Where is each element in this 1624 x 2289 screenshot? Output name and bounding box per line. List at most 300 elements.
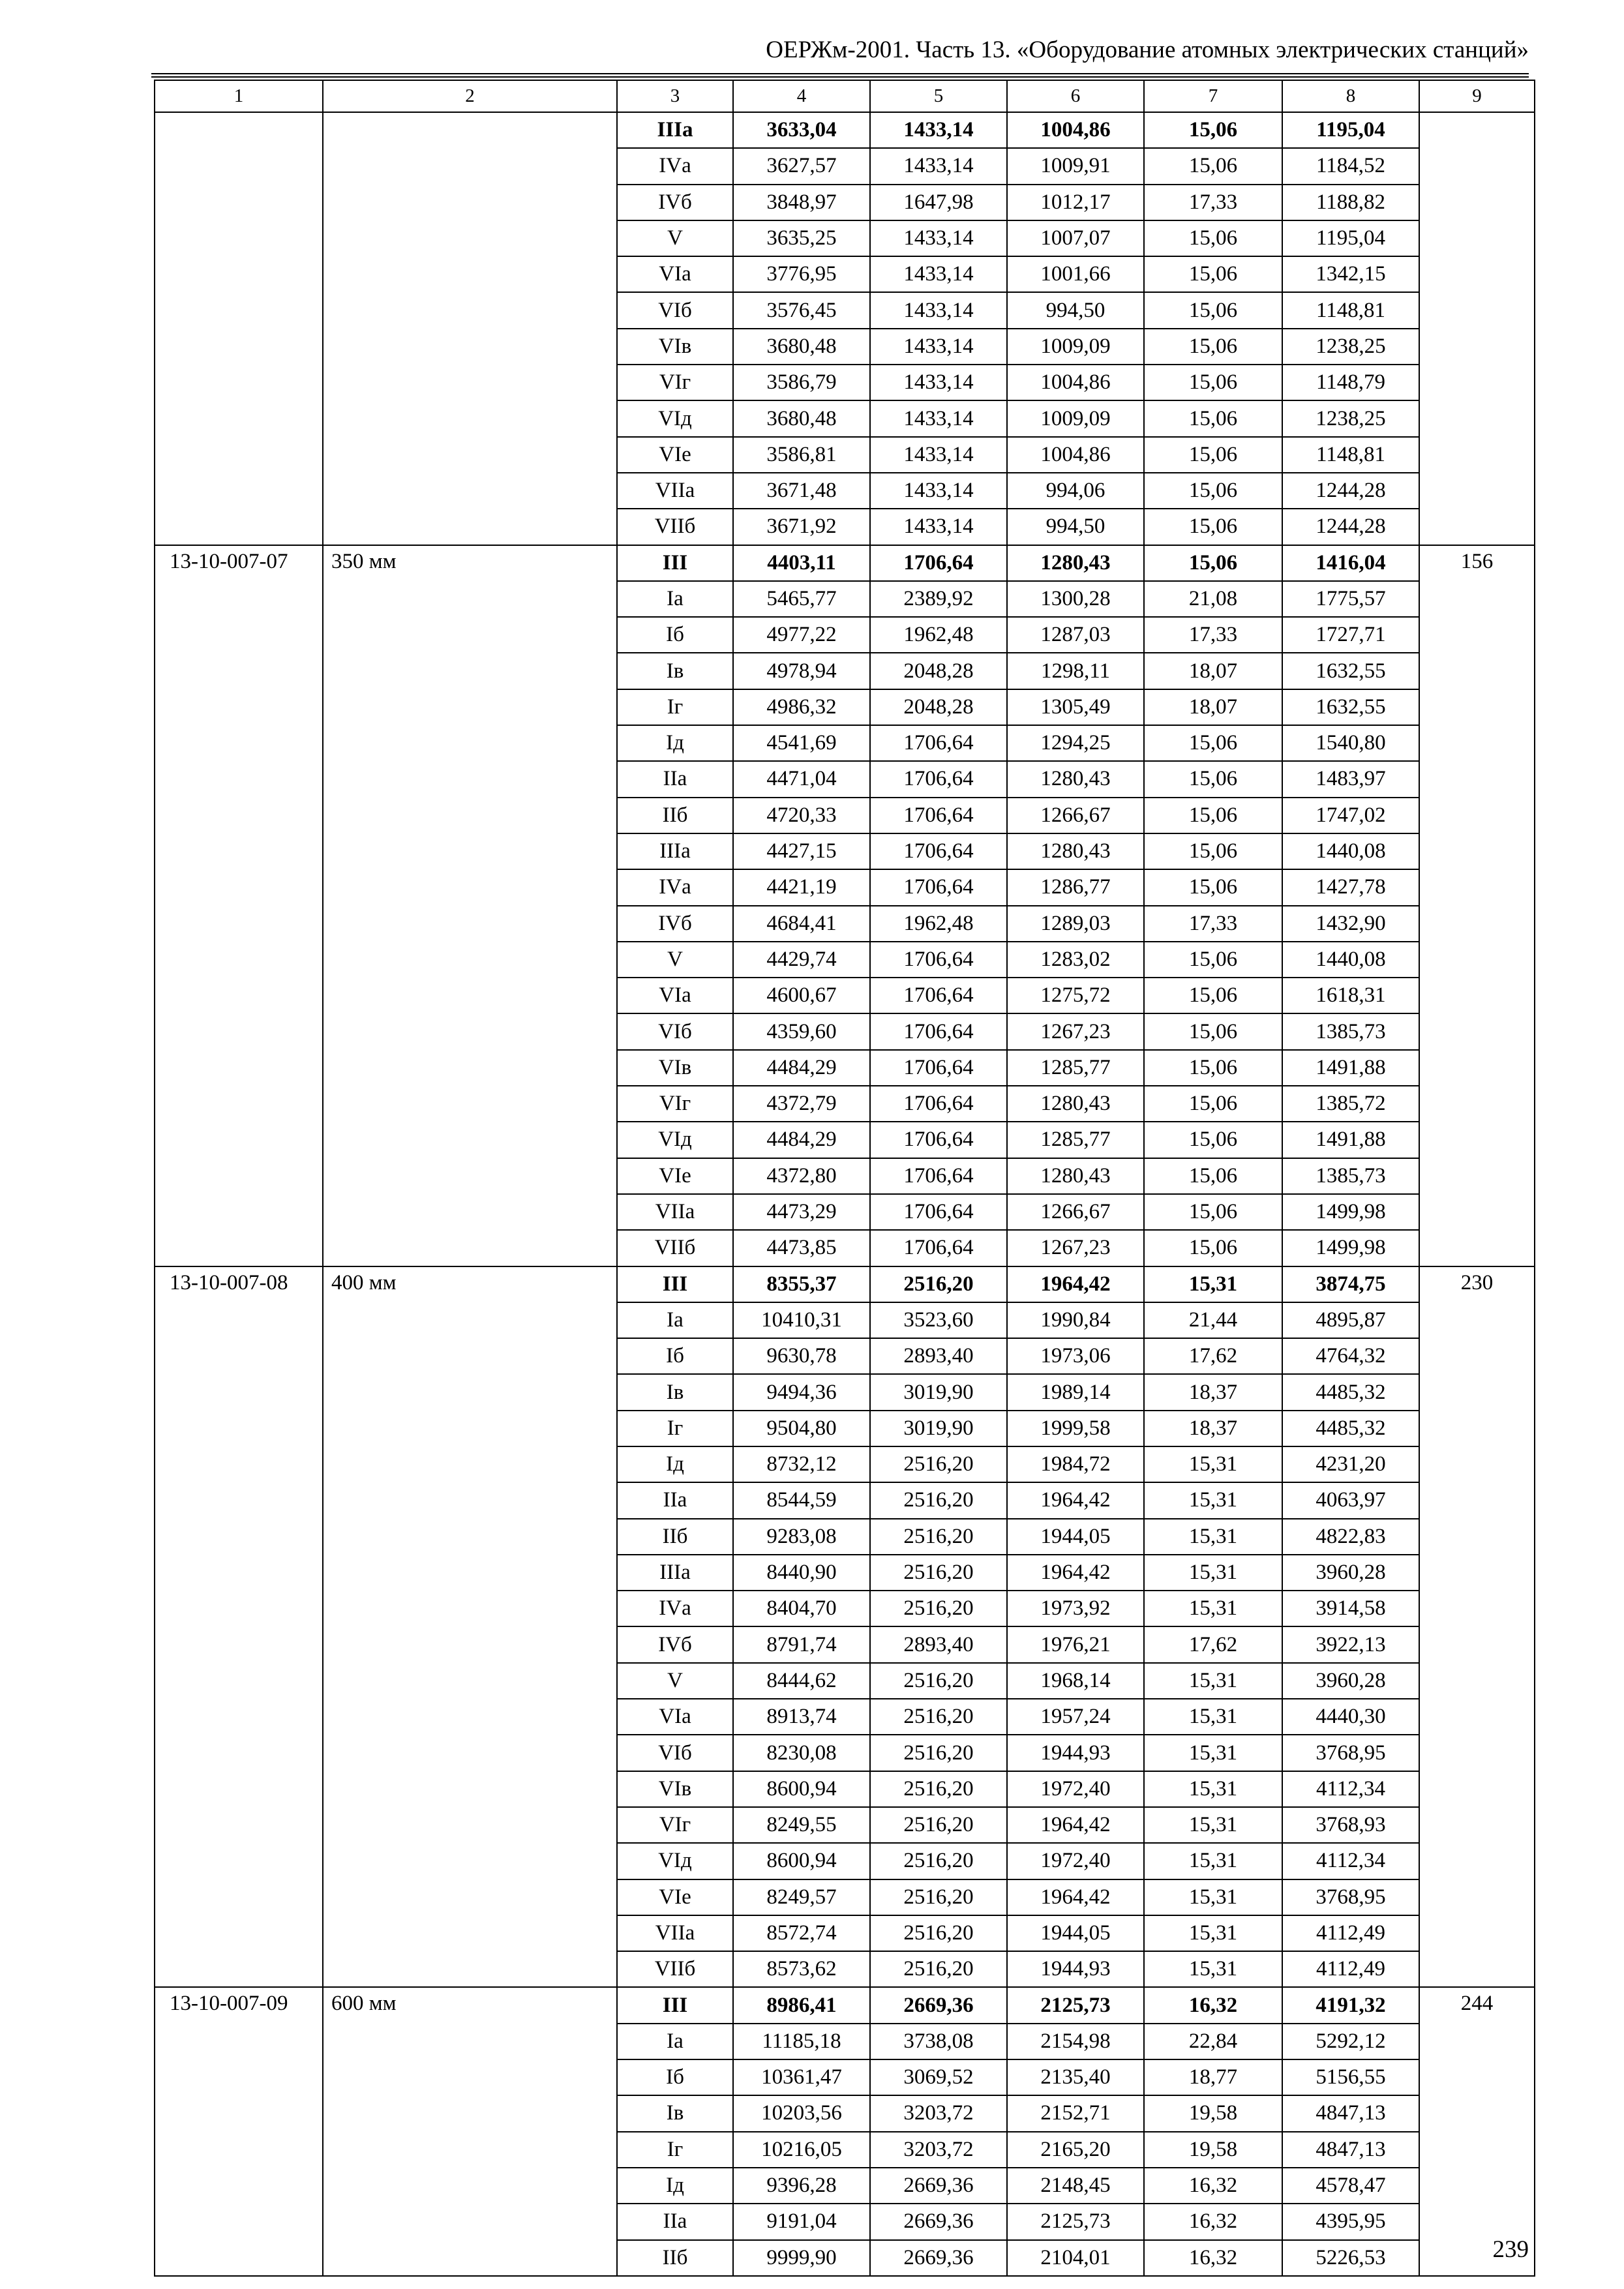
- value-cell: 1433,14: [870, 473, 1007, 509]
- region-code-cell: IIа: [617, 761, 733, 797]
- table-row: [155, 1987, 1535, 2023]
- value-cell: 1957,24: [1007, 1699, 1144, 1735]
- region-code-cell: VIб: [617, 1735, 733, 1771]
- value-cell: 1266,67: [1007, 1194, 1144, 1230]
- value-cell: 9999,90: [733, 2240, 870, 2276]
- value-cell: 3671,48: [733, 473, 870, 509]
- value-cell: 3633,04: [733, 112, 870, 148]
- region-code-cell: Iд: [617, 725, 733, 761]
- value-cell: 8440,90: [733, 1555, 870, 1591]
- value-cell: 4847,13: [1282, 2132, 1419, 2168]
- column-number: 6: [1007, 80, 1144, 112]
- value-cell: 1433,14: [870, 112, 1007, 148]
- value-cell: 2148,45: [1007, 2168, 1144, 2204]
- value-cell: 4978,94: [733, 653, 870, 689]
- value-cell: 15,06: [1144, 292, 1282, 328]
- region-code-cell: IIа: [617, 2204, 733, 2239]
- value-cell: 1747,02: [1282, 798, 1419, 833]
- value-cell: 3874,75: [1282, 1266, 1419, 1302]
- value-cell: 3019,90: [870, 1411, 1007, 1446]
- value-cell: 21,44: [1144, 1302, 1282, 1338]
- region-code-cell: Iг: [617, 2132, 733, 2168]
- item-name: [323, 112, 617, 545]
- value-cell: 15,31: [1144, 1807, 1282, 1843]
- value-cell: 9494,36: [733, 1374, 870, 1410]
- value-cell: 2104,01: [1007, 2240, 1144, 2276]
- region-code-cell: IVб: [617, 906, 733, 942]
- value-cell: 4986,32: [733, 689, 870, 725]
- value-cell: 18,37: [1144, 1374, 1282, 1410]
- region-code-cell: VIIа: [617, 1915, 733, 1951]
- value-cell: 3738,08: [870, 2024, 1007, 2059]
- value-cell: 15,06: [1144, 1013, 1282, 1049]
- value-cell: 1973,06: [1007, 1338, 1144, 1374]
- value-cell: 10203,56: [733, 2095, 870, 2131]
- value-cell: 1385,73: [1282, 1158, 1419, 1194]
- value-cell: 15,31: [1144, 1519, 1282, 1555]
- value-cell: 16,32: [1144, 2204, 1282, 2239]
- value-cell: 8573,62: [733, 1951, 870, 1987]
- value-cell: 2516,20: [870, 1807, 1007, 1843]
- value-cell: 22,84: [1144, 2024, 1282, 2059]
- value-cell: 15,06: [1144, 112, 1282, 148]
- value-cell: 2516,20: [870, 1519, 1007, 1555]
- value-cell: 4895,87: [1282, 1302, 1419, 1338]
- value-cell: 1706,64: [870, 869, 1007, 905]
- value-cell: 2125,73: [1007, 1987, 1144, 2023]
- value-cell: 1294,25: [1007, 725, 1144, 761]
- value-cell: 15,06: [1144, 329, 1282, 365]
- value-cell: 5226,53: [1282, 2240, 1419, 2276]
- region-code-cell: VIб: [617, 1013, 733, 1049]
- value-cell: 5292,12: [1282, 2024, 1419, 2059]
- value-cell: 15,06: [1144, 761, 1282, 797]
- value-cell: 18,37: [1144, 1411, 1282, 1446]
- value-cell: 8732,12: [733, 1446, 870, 1482]
- value-cell: 4112,49: [1282, 1915, 1419, 1951]
- region-code-cell: VIб: [617, 292, 733, 328]
- value-cell: 3768,95: [1282, 1735, 1419, 1771]
- value-cell: 15,06: [1144, 978, 1282, 1013]
- region-code-cell: Iб: [617, 2059, 733, 2095]
- region-code-cell: VIа: [617, 1699, 733, 1735]
- value-cell: 15,06: [1144, 545, 1282, 581]
- value-cell: 18,07: [1144, 689, 1282, 725]
- value-cell: 2516,20: [870, 1663, 1007, 1699]
- value-cell: 16,32: [1144, 2168, 1282, 2204]
- region-code-cell: IIб: [617, 798, 733, 833]
- region-code-cell: V: [617, 220, 733, 256]
- value-cell: 1289,03: [1007, 906, 1144, 942]
- value-cell: 15,06: [1144, 365, 1282, 400]
- value-cell: 2516,20: [870, 1951, 1007, 1987]
- value-cell: 1706,64: [870, 978, 1007, 1013]
- value-cell: 15,31: [1144, 1555, 1282, 1591]
- value-cell: 2154,98: [1007, 2024, 1144, 2059]
- value-cell: 1267,23: [1007, 1013, 1144, 1049]
- value-cell: 5465,77: [733, 581, 870, 617]
- value-cell: 1427,78: [1282, 869, 1419, 905]
- region-code-cell: IIб: [617, 1519, 733, 1555]
- value-cell: 8600,94: [733, 1843, 870, 1879]
- value-cell: 1148,81: [1282, 292, 1419, 328]
- value-cell: 1944,05: [1007, 1915, 1144, 1951]
- value-cell: 17,62: [1144, 1338, 1282, 1374]
- value-cell: 15,06: [1144, 437, 1282, 473]
- value-cell: 15,31: [1144, 1663, 1282, 1699]
- value-cell: 2389,92: [870, 581, 1007, 617]
- value-cell: 1195,04: [1282, 112, 1419, 148]
- value-cell: 3768,93: [1282, 1807, 1419, 1843]
- region-code-cell: VIа: [617, 256, 733, 292]
- region-code-cell: IIIа: [617, 833, 733, 869]
- value-cell: 1491,88: [1282, 1050, 1419, 1086]
- table-row: [155, 545, 1535, 581]
- value-cell: 1964,42: [1007, 1555, 1144, 1591]
- value-cell: 21,08: [1144, 581, 1282, 617]
- value-cell: 15,31: [1144, 1735, 1282, 1771]
- table-row: [155, 112, 1535, 148]
- value-cell: 1962,48: [870, 617, 1007, 653]
- value-cell: 1148,81: [1282, 437, 1419, 473]
- value-cell: 1440,08: [1282, 942, 1419, 978]
- document-header: ОЕРЖм-2001. Часть 13. «Оборудование атомных электрических станций»: [766, 37, 1529, 63]
- value-cell: 3523,60: [870, 1302, 1007, 1338]
- value-cell: 4427,15: [733, 833, 870, 869]
- value-cell: 16,32: [1144, 2240, 1282, 2276]
- value-cell: 1009,09: [1007, 329, 1144, 365]
- value-cell: 1706,64: [870, 725, 1007, 761]
- value-cell: 19,58: [1144, 2132, 1282, 2168]
- value-cell: 1004,86: [1007, 437, 1144, 473]
- value-cell: 10361,47: [733, 2059, 870, 2095]
- value-cell: 4578,47: [1282, 2168, 1419, 2204]
- region-code-cell: IVа: [617, 869, 733, 905]
- price-table: [154, 80, 1535, 2277]
- value-cell: 1499,98: [1282, 1194, 1419, 1230]
- value-cell: 4485,32: [1282, 1374, 1419, 1410]
- value-cell: 1001,66: [1007, 256, 1144, 292]
- item-total: 244: [1419, 1987, 1535, 2275]
- value-cell: 3019,90: [870, 1374, 1007, 1410]
- column-number: 9: [1419, 80, 1535, 112]
- value-cell: 15,06: [1144, 1050, 1282, 1086]
- value-cell: 11185,18: [733, 2024, 870, 2059]
- column-number: 2: [323, 80, 617, 112]
- value-cell: 1632,55: [1282, 653, 1419, 689]
- table-body: [155, 80, 1535, 2276]
- value-cell: 3069,52: [870, 2059, 1007, 2095]
- value-cell: 3922,13: [1282, 1626, 1419, 1662]
- value-cell: 1416,04: [1282, 545, 1419, 581]
- value-cell: 4372,80: [733, 1158, 870, 1194]
- value-cell: 2893,40: [870, 1626, 1007, 1662]
- value-cell: 4112,49: [1282, 1951, 1419, 1987]
- value-cell: 15,06: [1144, 833, 1282, 869]
- value-cell: 1195,04: [1282, 220, 1419, 256]
- region-code-cell: Iг: [617, 689, 733, 725]
- value-cell: 9504,80: [733, 1411, 870, 1446]
- region-code-cell: VIг: [617, 1807, 733, 1843]
- value-cell: 1964,42: [1007, 1482, 1144, 1518]
- region-code-cell: VIIб: [617, 1230, 733, 1266]
- value-cell: 2669,36: [870, 2204, 1007, 2239]
- column-number-row: [155, 80, 1535, 112]
- region-code-cell: VIв: [617, 1771, 733, 1807]
- value-cell: 2516,20: [870, 1266, 1007, 1302]
- region-code-cell: IIIа: [617, 112, 733, 148]
- region-code-cell: Iв: [617, 653, 733, 689]
- value-cell: 3768,95: [1282, 1879, 1419, 1915]
- value-cell: 1267,23: [1007, 1230, 1144, 1266]
- value-cell: 2669,36: [870, 2240, 1007, 2276]
- value-cell: 4112,34: [1282, 1771, 1419, 1807]
- value-cell: 1433,14: [870, 329, 1007, 365]
- region-code-cell: IIIа: [617, 1555, 733, 1591]
- value-cell: 3586,79: [733, 365, 870, 400]
- value-cell: 1984,72: [1007, 1446, 1144, 1482]
- value-cell: 4395,95: [1282, 2204, 1419, 2239]
- region-code-cell: Iа: [617, 581, 733, 617]
- value-cell: 4484,29: [733, 1050, 870, 1086]
- value-cell: 1706,64: [870, 1122, 1007, 1158]
- value-cell: 15,06: [1144, 220, 1282, 256]
- value-cell: 15,06: [1144, 400, 1282, 436]
- value-cell: 1706,64: [870, 1158, 1007, 1194]
- value-cell: 4359,60: [733, 1013, 870, 1049]
- region-code-cell: Iв: [617, 1374, 733, 1410]
- item-total: [1419, 112, 1535, 545]
- value-cell: 1990,84: [1007, 1302, 1144, 1338]
- header-rule: [151, 73, 1529, 78]
- region-code-cell: III: [617, 1266, 733, 1302]
- value-cell: 4440,30: [1282, 1699, 1419, 1735]
- region-code-cell: VIIа: [617, 1194, 733, 1230]
- value-cell: 16,32: [1144, 1987, 1282, 2023]
- region-code-cell: IVа: [617, 148, 733, 184]
- value-cell: 1433,14: [870, 400, 1007, 436]
- value-cell: 2669,36: [870, 1987, 1007, 2023]
- region-code-cell: VIд: [617, 1843, 733, 1879]
- value-cell: 1964,42: [1007, 1879, 1144, 1915]
- value-cell: 17,62: [1144, 1626, 1282, 1662]
- value-cell: 1433,14: [870, 437, 1007, 473]
- value-cell: 19,58: [1144, 2095, 1282, 2131]
- region-code-cell: Iа: [617, 2024, 733, 2059]
- value-cell: 2516,20: [870, 1843, 1007, 1879]
- value-cell: 4720,33: [733, 798, 870, 833]
- value-cell: 1004,86: [1007, 112, 1144, 148]
- value-cell: 8404,70: [733, 1591, 870, 1626]
- value-cell: 1999,58: [1007, 1411, 1144, 1446]
- value-cell: 3680,48: [733, 329, 870, 365]
- value-cell: 8791,74: [733, 1626, 870, 1662]
- value-cell: 3635,25: [733, 220, 870, 256]
- value-cell: 9396,28: [733, 2168, 870, 2204]
- value-cell: 1944,93: [1007, 1951, 1144, 1987]
- column-number: 3: [617, 80, 733, 112]
- value-cell: 1244,28: [1282, 473, 1419, 509]
- value-cell: 1285,77: [1007, 1122, 1144, 1158]
- value-cell: 15,06: [1144, 1122, 1282, 1158]
- value-cell: 3203,72: [870, 2132, 1007, 2168]
- region-code-cell: Iд: [617, 1446, 733, 1482]
- value-cell: 1632,55: [1282, 689, 1419, 725]
- value-cell: 3576,45: [733, 292, 870, 328]
- item-total: 156: [1419, 545, 1535, 1266]
- value-cell: 15,31: [1144, 1915, 1282, 1951]
- value-cell: 2893,40: [870, 1338, 1007, 1374]
- value-cell: 1647,98: [870, 185, 1007, 220]
- value-cell: 18,07: [1144, 653, 1282, 689]
- value-cell: 4764,32: [1282, 1338, 1419, 1374]
- region-code-cell: Iг: [617, 1411, 733, 1446]
- value-cell: 15,06: [1144, 869, 1282, 905]
- value-cell: 4112,34: [1282, 1843, 1419, 1879]
- value-cell: 2516,20: [870, 1555, 1007, 1591]
- value-cell: 1385,72: [1282, 1086, 1419, 1122]
- value-cell: 1007,07: [1007, 220, 1144, 256]
- value-cell: 1540,80: [1282, 725, 1419, 761]
- value-cell: 4063,97: [1282, 1482, 1419, 1518]
- value-cell: 1244,28: [1282, 509, 1419, 545]
- region-code-cell: Iв: [617, 2095, 733, 2131]
- value-cell: 1618,31: [1282, 978, 1419, 1013]
- value-cell: 1432,90: [1282, 906, 1419, 942]
- value-cell: 1962,48: [870, 906, 1007, 942]
- value-cell: 10410,31: [733, 1302, 870, 1338]
- value-cell: 2516,20: [870, 1735, 1007, 1771]
- value-cell: 1280,43: [1007, 1086, 1144, 1122]
- value-cell: 1280,43: [1007, 833, 1144, 869]
- region-code-cell: VIв: [617, 1050, 733, 1086]
- value-cell: 15,06: [1144, 1158, 1282, 1194]
- value-cell: 1280,43: [1007, 761, 1144, 797]
- region-code-cell: IIа: [617, 1482, 733, 1518]
- value-cell: 1009,91: [1007, 148, 1144, 184]
- region-code-cell: VIг: [617, 1086, 733, 1122]
- value-cell: 8444,62: [733, 1663, 870, 1699]
- value-cell: 8572,74: [733, 1915, 870, 1951]
- value-cell: 4403,11: [733, 545, 870, 581]
- page-number: 239: [1492, 2236, 1529, 2263]
- value-cell: 1491,88: [1282, 1122, 1419, 1158]
- region-code-cell: Iд: [617, 2168, 733, 2204]
- value-cell: 15,31: [1144, 1699, 1282, 1735]
- value-cell: 17,33: [1144, 185, 1282, 220]
- value-cell: 2135,40: [1007, 2059, 1144, 2095]
- value-cell: 1433,14: [870, 365, 1007, 400]
- value-cell: 1238,25: [1282, 400, 1419, 436]
- region-code-cell: VIд: [617, 1122, 733, 1158]
- value-cell: 1009,09: [1007, 400, 1144, 436]
- region-code-cell: Iа: [617, 1302, 733, 1338]
- region-code-cell: Iб: [617, 1338, 733, 1374]
- value-cell: 8355,37: [733, 1266, 870, 1302]
- value-cell: 15,06: [1144, 148, 1282, 184]
- value-cell: 15,31: [1144, 1482, 1282, 1518]
- value-cell: 3776,95: [733, 256, 870, 292]
- value-cell: 15,06: [1144, 725, 1282, 761]
- value-cell: 1944,05: [1007, 1519, 1144, 1555]
- item-name: 600 мм: [323, 1987, 617, 2275]
- value-cell: 1706,64: [870, 1194, 1007, 1230]
- item-code: 13-10-007-08: [155, 1266, 323, 1988]
- value-cell: 8913,74: [733, 1699, 870, 1735]
- item-name: 350 мм: [323, 545, 617, 1266]
- value-cell: 4600,67: [733, 978, 870, 1013]
- value-cell: 1188,82: [1282, 185, 1419, 220]
- value-cell: 1280,43: [1007, 545, 1144, 581]
- value-cell: 1964,42: [1007, 1807, 1144, 1843]
- value-cell: 1968,14: [1007, 1663, 1144, 1699]
- value-cell: 1184,52: [1282, 148, 1419, 184]
- value-cell: 1775,57: [1282, 581, 1419, 617]
- value-cell: 4372,79: [733, 1086, 870, 1122]
- value-cell: 4684,41: [733, 906, 870, 942]
- value-cell: 15,31: [1144, 1771, 1282, 1807]
- value-cell: 1433,14: [870, 292, 1007, 328]
- value-cell: 1973,92: [1007, 1591, 1144, 1626]
- value-cell: 3914,58: [1282, 1591, 1419, 1626]
- value-cell: 2152,71: [1007, 2095, 1144, 2131]
- value-cell: 4421,19: [733, 869, 870, 905]
- region-code-cell: VIв: [617, 329, 733, 365]
- value-cell: 4473,29: [733, 1194, 870, 1230]
- value-cell: 1972,40: [1007, 1843, 1144, 1879]
- value-cell: 2516,20: [870, 1879, 1007, 1915]
- value-cell: 15,06: [1144, 1230, 1282, 1266]
- value-cell: 3960,28: [1282, 1555, 1419, 1591]
- region-code-cell: VIд: [617, 400, 733, 436]
- value-cell: 3203,72: [870, 2095, 1007, 2131]
- value-cell: 4822,83: [1282, 1519, 1419, 1555]
- value-cell: 1976,21: [1007, 1626, 1144, 1662]
- value-cell: 15,31: [1144, 1879, 1282, 1915]
- value-cell: 1706,64: [870, 942, 1007, 978]
- region-code-cell: V: [617, 942, 733, 978]
- item-total: 230: [1419, 1266, 1535, 1988]
- value-cell: 18,77: [1144, 2059, 1282, 2095]
- value-cell: 17,33: [1144, 617, 1282, 653]
- value-cell: 1283,02: [1007, 942, 1144, 978]
- value-cell: 4541,69: [733, 725, 870, 761]
- value-cell: 15,31: [1144, 1446, 1282, 1482]
- region-code-cell: VIIб: [617, 1951, 733, 1987]
- region-code-cell: VIе: [617, 1879, 733, 1915]
- value-cell: 3680,48: [733, 400, 870, 436]
- value-cell: 2125,73: [1007, 2204, 1144, 2239]
- region-code-cell: IVб: [617, 185, 733, 220]
- value-cell: 2165,20: [1007, 2132, 1144, 2168]
- value-cell: 9283,08: [733, 1519, 870, 1555]
- region-code-cell: VIIб: [617, 509, 733, 545]
- value-cell: 2516,20: [870, 1699, 1007, 1735]
- value-cell: 1004,86: [1007, 365, 1144, 400]
- value-cell: 15,06: [1144, 509, 1282, 545]
- value-cell: 4191,32: [1282, 1987, 1419, 2023]
- value-cell: 1298,11: [1007, 653, 1144, 689]
- value-cell: 1012,17: [1007, 185, 1144, 220]
- value-cell: 1989,14: [1007, 1374, 1144, 1410]
- value-cell: 8986,41: [733, 1987, 870, 2023]
- region-code-cell: VIе: [617, 1158, 733, 1194]
- value-cell: 1706,64: [870, 1086, 1007, 1122]
- value-cell: 4484,29: [733, 1122, 870, 1158]
- value-cell: 4473,85: [733, 1230, 870, 1266]
- column-number: 5: [870, 80, 1007, 112]
- value-cell: 1266,67: [1007, 798, 1144, 833]
